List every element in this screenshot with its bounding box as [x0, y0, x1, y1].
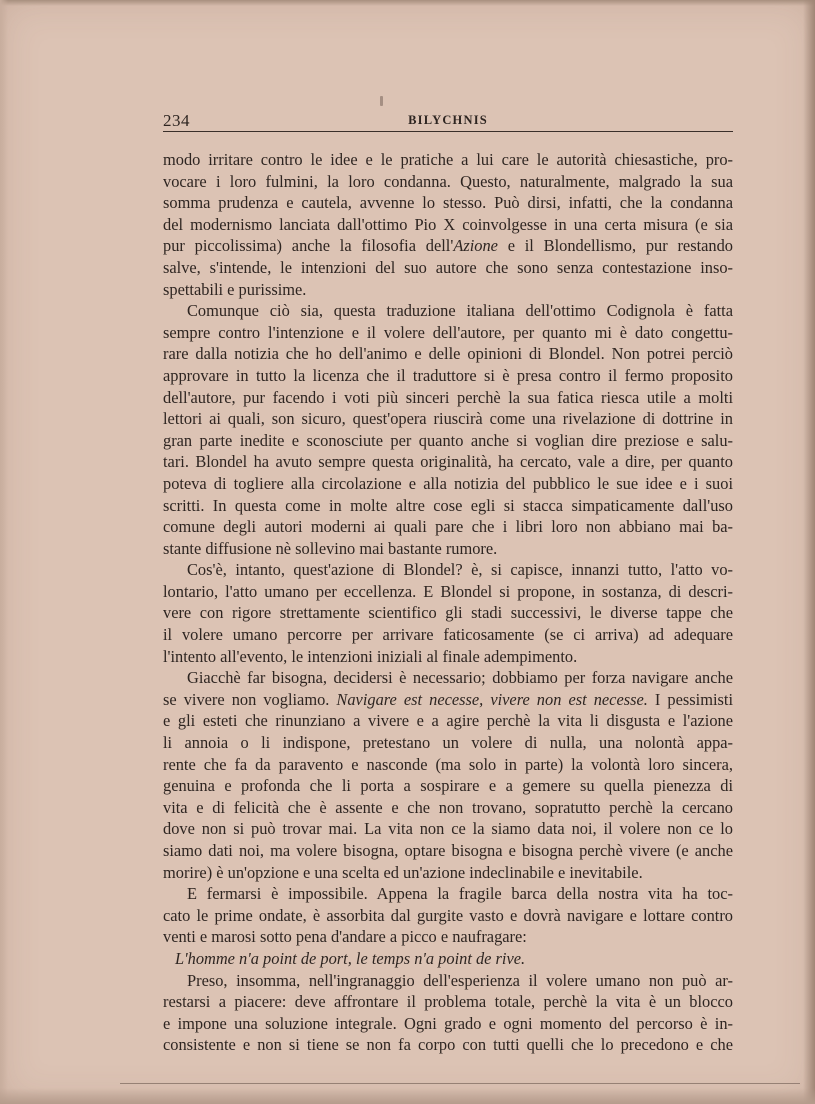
text-line: modo irritare contro le idee e le pratiche a lui care le autorità chiesastiche, pro-: [163, 150, 733, 169]
text-line: scritti. In questa come in molte altre cose egli si stacca simpaticamente dall'uso: [163, 495, 733, 515]
text-line: Comunque ciò sia, questa traduzione italiana dell'ottimo Codignola è fatta: [187, 301, 733, 321]
italic-quotation: Navigare est necesse, vivere non est necesse.: [336, 689, 648, 709]
running-header: [163, 111, 733, 133]
text-line: rente che fa da paravento e nasconde (ma solo in parte) la volontà loro sincera,: [163, 754, 733, 774]
text-line: vocare i loro fulmini, la loro condanna. Questo, naturalmente, malgrado la sua: [163, 171, 733, 191]
text-line: vita e di felicità che è assente e che non trovano, sopratutto perchè la cercano: [163, 797, 733, 817]
running-head-title: BILYCHNIS: [408, 113, 488, 127]
page-right-edge: [803, 0, 815, 1104]
text-line: comune degli autori moderni ai quali pare che i libri loro non abbiano mai ba-: [163, 517, 733, 537]
text-line: Cos'è, intanto, quest'azione di Blondel? è, si capisce, innanzi tutto, l'atto vo-: [187, 560, 733, 580]
page-left-edge: [0, 0, 8, 1104]
bottom-decorative-rule: [120, 1083, 800, 1084]
text-line: cato le prime ondate, è assorbita dal gurgite vasto e dovrà navigare e lottare contro: [163, 905, 733, 925]
text-line: dove non si può trovar mai. La vita non ce la siamo data noi, il volere non ce lo: [163, 819, 733, 839]
text-line: salve, s'intende, le intenzioni del suo autore che sono senza contestazione inso-: [163, 257, 733, 277]
text-line: restarsi a piacere: deve affrontare il problema totale, perchè la vita è un blocco: [163, 992, 733, 1012]
text-line: somma prudenza e cautela, avvenne lo stesso. Può dirsi, infatti, che la condanna: [163, 193, 733, 213]
text-line: approvare in tutto la licenza che il traduttore si è presa contro il fermo proposito: [163, 365, 733, 385]
text-line: stante diffusione nè sollevino mai bastante rumore.: [163, 538, 498, 558]
text-line: morire) è un'opzione e una scelta ed un'azione indeclinabile e inevitabile.: [163, 862, 643, 882]
header-rule: [163, 131, 733, 132]
text-line: gran parte inedite e sconosciute per quanto anche si voglian dire preziose e salu-: [163, 430, 733, 450]
page-number: 234: [163, 111, 190, 130]
text-line: lontario, l'atto umano per eccellenza. E Blondel si propone, in sostanza, di descri-: [163, 581, 733, 601]
text-line: [163, 948, 733, 970]
page-top-edge: [0, 0, 815, 6]
text-line: lettori ai quali, son sicuro, quest'opera riuscirà come una rivelazione di dottrine in: [163, 409, 733, 429]
page-bottom-edge: [0, 1088, 815, 1104]
text-line: e impone una soluzione integrale. Ogni grado e ogni momento del percorso è in-: [163, 1013, 733, 1033]
text-line: tari. Blondel ha avuto sempre questa originalità, ha cercato, vale a dire, per quanto: [163, 452, 733, 472]
text-line: poteva di togliere alla circolazione e alla notizia del pubblico le sue idee e i suoi: [163, 473, 733, 493]
text-line: Giacchè far bisogna, decidersi è necessario; dobbiamo per forza navigare anche: [187, 668, 733, 688]
text-line: dell'autore, pur facendo i voti più sinceri perchè la sua fatica riesca utile a molti: [163, 387, 733, 407]
text-line: sempre contro l'intenzione e il volere dell'autore, per quanto mi è dato congettu-: [163, 322, 733, 342]
italic-term: Azione: [453, 236, 498, 256]
text-line: del modernismo lanciata dall'ottimo Pio X coinvolgesse in una certa misura (e sia: [163, 214, 733, 234]
text-line: siamo dati noi, ma volere bisogna, optare bisogna e bisogna perchè vivere (e anche: [163, 841, 733, 860]
text-line: Preso, insomma, nell'ingranaggio dell'esperienza il volere umano non può ar-: [187, 970, 733, 990]
body-text: [163, 149, 733, 1056]
text-line: vere con rigore strettamente scientifico gli stadi successivi, le diverse tappe che: [163, 603, 733, 623]
text-line: l'intento all'evento, le intenzioni iniziali al finale adempimento.: [163, 646, 578, 666]
text-line: spettabili e purissime.: [163, 279, 307, 299]
text-line: pur piccolissima) anche la filosofia dell'Azione e il Blondellismo, pur restando: [163, 236, 733, 256]
ink-mark: [380, 96, 383, 106]
text-line: il volere umano percorre per arrivare faticosamente (se ci arriva) ad adequare: [163, 625, 733, 645]
text-line: e gli esteti che rinunziano a vivere e a agire perchè la vita li disgusta e l'azione: [163, 711, 733, 731]
text-line: consistente e non si tiene se non fa corpo con tutti quelli che lo precedono e che: [163, 1035, 733, 1055]
italic-verse: L'homme n'a point de port, le temps n'a point de rive.: [175, 948, 526, 968]
text-line: genuina e profonda che li porta a sospirare e a gemere su quella pienezza di: [163, 776, 733, 796]
text-line: se vivere non vogliamo. Navigare est necesse, vivere non est necesse. I pessimisti: [163, 689, 733, 709]
text-line: rare dalla notizia che ho dell'animo e delle opinioni di Blondel. Non potrei perciò: [163, 344, 733, 364]
text-line: li annoia o li indispone, pretestano un volere di nulla, una nolontà appa-: [163, 733, 733, 753]
text-line: E fermarsi è impossibile. Appena la fragile barca della nostra vita ha toc-: [187, 884, 733, 904]
text-line: venti e marosi sotto pena d'andare a picco e naufragare:: [163, 927, 527, 947]
